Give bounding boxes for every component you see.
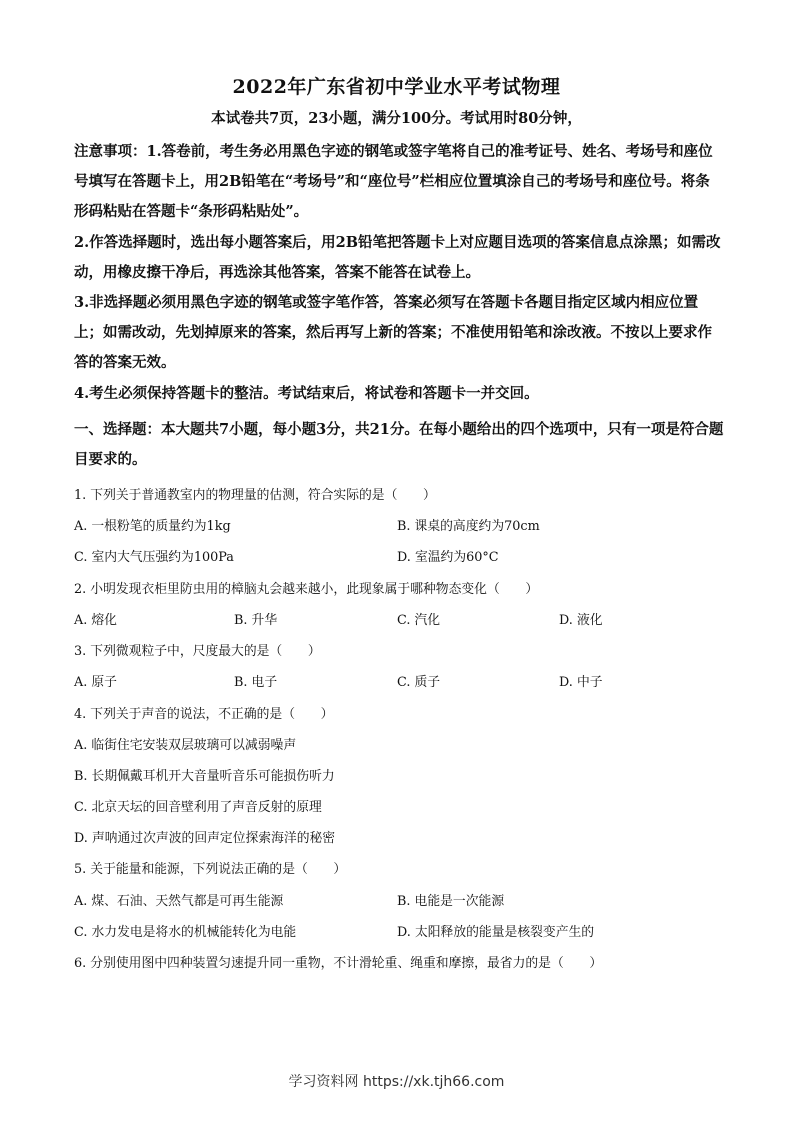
question-4-stem: 4. 下列关于声音的说法，不正确的是（ ） — [74, 707, 334, 722]
question-2-option-b: B. 升华 — [234, 613, 278, 628]
question-4-option-a: A. 临街住宅安装双层玻璃可以减弱噪声 — [74, 738, 297, 753]
question-2-stem: 2. 小明发现衣柜里防虫用的樟脑丸会越来越小，此现象属于哪种物态变化（ ） — [74, 582, 539, 597]
question-1-stem: 1. 下列关于普通教室内的物理量的估测，符合实际的是（ ） — [74, 488, 436, 503]
instruction-1: 注意事项：1.答卷前，考生务必用黑色字迹的钢笔或签字笔将自己的准考证号、姓名、考场号和座位号填写在答题卡上，用2B铅笔在“考场号”和“座位号”栏相应位置填涂自己的考场号和座位号。将条形码粘贴在答题卡“条形码粘贴处”。 — [74, 143, 713, 221]
question-2-option-d: D. 液化 — [559, 613, 603, 628]
question-5-option-b: B. 电能是一次能源 — [397, 894, 505, 909]
page-title: 2022年广东省初中学业水平考试物理 — [232, 76, 561, 98]
question-5-option-c: C. 水力发电是将水的机械能转化为电能 — [74, 925, 297, 940]
question-6-stem: 6. 分别使用图中四种装置匀速提升同一重物，不计滑轮重、绳重和摩擦，最省力的是（ ） — [74, 956, 603, 971]
question-3-option-b: B. 电子 — [234, 675, 278, 690]
question-1-option-c: C. 室内大气压强约为100Pa — [74, 550, 234, 565]
question-4-option-d: D. 声呐通过次声波的回声定位探索海洋的秘密 — [74, 831, 336, 846]
question-4-option-c: C. 北京天坛的回音壁利用了声音反射的原理 — [74, 800, 322, 815]
question-5-option-a: A. 煤、石油、天然气都是可再生能源 — [74, 894, 284, 909]
question-1-option-b: B. 课桌的高度约为70cm — [397, 519, 540, 534]
instruction-2: 2.作答选择题时，选出每小题答案后，用2B铅笔把答题卡上对应题目选项的答案信息点涂黑；如需改动，用橡皮擦干净后，再选涂其他答案，答案不能答在试卷上。 — [74, 233, 721, 281]
footer-watermark: 学习资料网 https://xk.tjh66.com — [288, 1074, 505, 1090]
question-3-option-d: D. 中子 — [559, 675, 603, 690]
question-5-option-d: D. 太阳释放的能量是核裂变产生的 — [397, 925, 595, 940]
question-5-stem: 5. 关于能量和能源，下列说法正确的是（ ） — [74, 862, 347, 877]
question-2-option-a: A. 熔化 — [74, 613, 117, 628]
instructions — [74, 137, 724, 409]
question-3-option-c: C. 质子 — [397, 675, 441, 690]
instruction-4: 4.考生必须保持答题卡的整洁。考试结束后，将试卷和答题卡一并交回。 — [74, 384, 539, 402]
question-3-option-a: A. 原子 — [74, 675, 117, 690]
question-1-option-a: A. 一根粉笔的质量约为1kg — [74, 519, 231, 534]
question-2-option-c: C. 汽化 — [397, 613, 441, 628]
question-3-stem: 3. 下列微观粒子中，尺度最大的是（ ） — [74, 644, 321, 659]
question-4-option-b: B. 长期佩戴耳机开大音量听音乐可能损伤听力 — [74, 769, 335, 784]
question-1-option-d: D. 室温约为60°C — [397, 550, 499, 565]
exam-info: 本试卷共7页，23小题，满分100分。考试用时80分钟， — [211, 110, 582, 127]
section-heading: 一、选择题：本大题共7小题，每小题3分，共21分。在每小题给出的四个选项中，只有一项是符合题目要求的。 — [74, 421, 724, 468]
instruction-3: 3.非选择题必须用黑色字迹的钢笔或签字笔作答，答案必须写在答题卡各题目指定区域内相应位置上；如需改动，先划掉原来的答案，然后再写上新的答案；不准使用铅笔和涂改液。不按以上要求作答的答案无效。 — [74, 294, 712, 372]
